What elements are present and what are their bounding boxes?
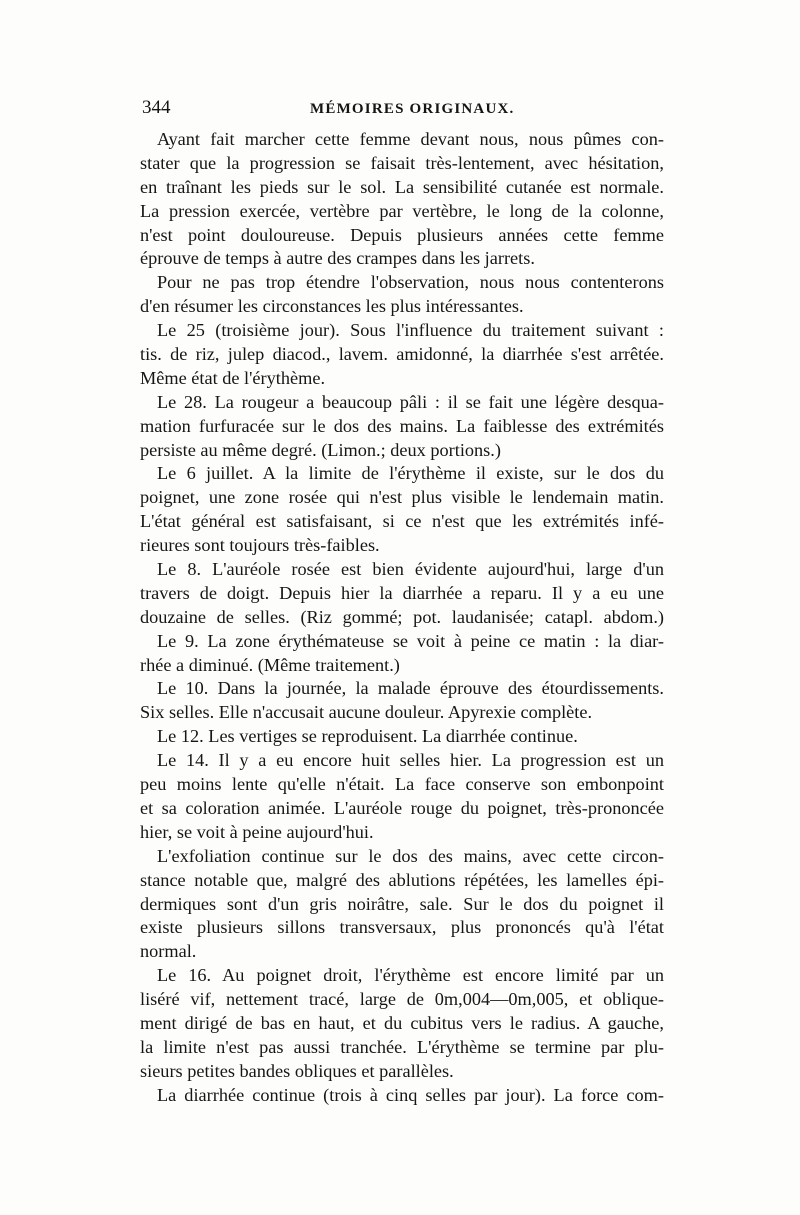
text-line: Le 9. La zone érythémateuse se voit à peine ce matin : la diar- xyxy=(157,630,664,651)
text-line: peu moins lente qu'elle n'était. La face conserve son embonpoint xyxy=(140,774,664,795)
text-line: et sa coloration animée. L'auréole rouge du poignet, très-prononcée xyxy=(140,797,664,818)
text-line: L'exfoliation continue sur le dos des mains, avec cette circon- xyxy=(157,845,664,866)
text-line: en traînant les pieds sur le sol. La sensibilité cutanée est normale. xyxy=(140,176,664,197)
text-line: La pression exercée, vertèbre par vertèbre, le long de la colonne, xyxy=(140,200,664,221)
text-line: d'en résumer les circonstances les plus intéressantes. xyxy=(140,296,524,317)
body-text xyxy=(140,128,664,1108)
page-number: 344 xyxy=(142,97,171,118)
text-line: stance notable que, malgré des ablutions répétées, les lamelles épi- xyxy=(140,869,664,890)
text-line: Le 10. Dans la journée, la malade éprouve des étourdissements. xyxy=(157,678,664,699)
text-line: normal. xyxy=(140,941,197,962)
text-line: La diarrhée continue (trois à cinq selles par jour). La force com- xyxy=(157,1084,664,1105)
text-line: Pour ne pas trop étendre l'observation, nous nous contenterons xyxy=(157,272,664,293)
text-line: Le 14. Il y a eu encore huit selles hier. La progression est un xyxy=(157,750,664,771)
text-line: douzaine de selles. (Riz gommé; pot. laudanisée; catapl. abdom.) xyxy=(140,606,664,627)
text-line: éprouve de temps à autre des crampes dans les jarrets. xyxy=(140,248,535,269)
text-line: poignet, une zone rosée qui n'est plus visible le lendemain matin. xyxy=(140,487,664,508)
text-line: rieures sont toujours très-faibles. xyxy=(140,535,380,556)
text-line: existe plusieurs sillons transversaux, plus prononcés qu'à l'état xyxy=(140,917,664,938)
text-line: Six selles. Elle n'accusait aucune douleur. Apyrexie complète. xyxy=(140,702,593,723)
text-line: liséré vif, nettement tracé, large de 0m,004—0m,005, et oblique- xyxy=(140,989,664,1010)
text-line: Ayant fait marcher cette femme devant nous, nous pûmes con- xyxy=(157,129,664,149)
text-line: tis. de riz, julep diacod., lavem. amidonné, la diarrhée s'est arrêtée. xyxy=(140,344,664,365)
text-line: n'est point douloureuse. Depuis plusieurs années cette femme xyxy=(140,224,664,245)
text-line: stater que la progression se faisait très-lentement, avec hésitation, xyxy=(140,152,664,173)
text-line: Le 16. Au poignet droit, l'érythème est encore limité par un xyxy=(157,965,664,986)
text-line: rhée a diminué. (Même traitement.) xyxy=(140,654,400,675)
running-head: MÉMOIRES ORIGINAUX. xyxy=(310,101,515,117)
text-line: dermiques sont d'un gris noirâtre, sale. Sur le dos du poignet il xyxy=(140,893,664,914)
text-line: la limite n'est pas aussi tranchée. L'érythème se termine par plu- xyxy=(140,1036,664,1057)
text-line: L'état général est satisfaisant, si ce n'est que les extrémités infé- xyxy=(140,511,664,532)
text-line: persiste au même degré. (Limon.; deux portions.) xyxy=(140,439,501,460)
text-line: hier, se voit à peine aujourd'hui. xyxy=(140,821,374,842)
text-line: Le 25 (troisième jour). Sous l'influence du traitement suivant : xyxy=(157,320,664,341)
text-line: Même état de l'érythème. xyxy=(140,367,326,388)
text-line: sieurs petites bandes obliques et parallèles. xyxy=(140,1060,454,1081)
text-line: Le 12. Les vertiges se reproduisent. La diarrhée continue. xyxy=(157,726,578,747)
text-line: mation furfuracée sur le dos des mains. La faiblesse des extrémités xyxy=(140,415,664,436)
text-line: Le 28. La rougeur a beaucoup pâli : il se fait une légère desqua- xyxy=(157,391,664,412)
text-line: ment dirigé de bas en haut, et du cubitus vers le radius. A gauche, xyxy=(140,1012,664,1033)
page-header xyxy=(140,96,664,120)
text-line: Le 6 juillet. A la limite de l'érythème il existe, sur le dos du xyxy=(157,463,664,484)
text-line: Le 8. L'auréole rosée est bien évidente aujourd'hui, large d'un xyxy=(157,559,664,580)
text-line: travers de doigt. Depuis hier la diarrhée a reparu. Il y a eu une xyxy=(140,582,664,603)
